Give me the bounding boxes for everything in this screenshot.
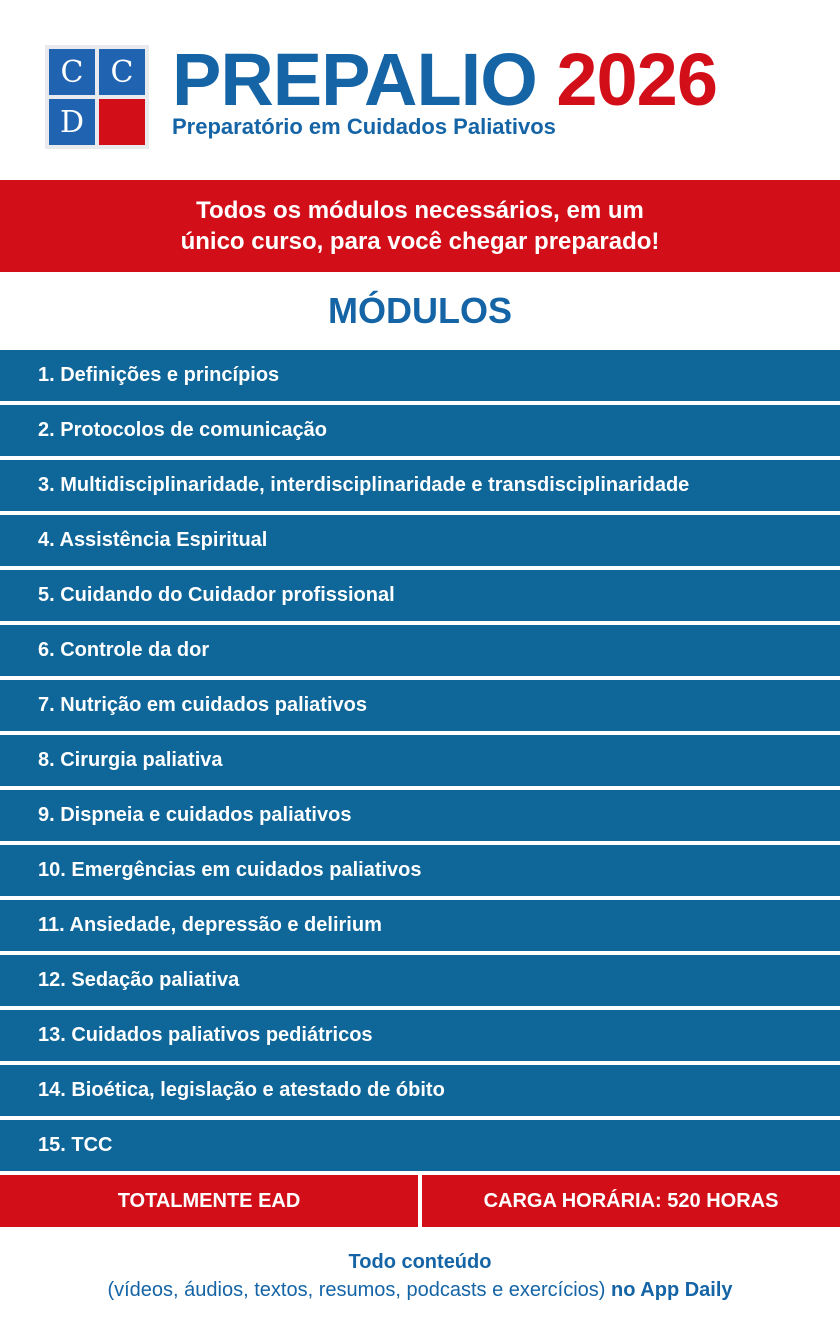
logo-letter-c2: C <box>99 49 145 95</box>
module-item: 8. Cirurgia paliativa <box>0 735 840 786</box>
section-title: MÓDULOS <box>328 290 512 331</box>
title-main: PREPALIO <box>172 38 537 121</box>
module-item: 5. Cuidando do Cuidador profissional <box>0 570 840 621</box>
page-subtitle: Preparatório em Cuidados Paliativos <box>172 114 556 139</box>
module-item: 2. Protocolos de comunicação <box>0 405 840 456</box>
ead-badge: TOTALMENTE EAD <box>0 1175 418 1227</box>
module-item: 11. Ansiedade, depressão e delirium <box>0 900 840 951</box>
info-bar <box>0 1175 840 1227</box>
module-item: 10. Emergências em cuidados paliativos <box>0 845 840 896</box>
logo-letter-d: D <box>49 99 95 145</box>
header <box>0 0 840 180</box>
logo-letter-c1: C <box>49 49 95 95</box>
module-item: 7. Nutrição em cuidados paliativos <box>0 680 840 731</box>
title-year: 2026 <box>556 38 717 121</box>
banner-line-2: único curso, para você chegar preparado! <box>180 228 660 255</box>
footer-line-2 <box>0 1276 840 1304</box>
footer-note <box>0 1248 840 1304</box>
banner-line-1: Todos os módulos necessários, em um <box>196 197 644 224</box>
module-item: 13. Cuidados paliativos pediátricos <box>0 1010 840 1061</box>
logo-red-square <box>99 99 145 145</box>
workload-badge: CARGA HORÁRIA: 520 HORAS <box>422 1175 840 1227</box>
module-item: 1. Definições e princípios <box>0 350 840 401</box>
page-title <box>172 40 717 120</box>
footer-line-2-regular: (vídeos, áudios, textos, resumos, podcasts e exercícios) <box>107 1279 606 1301</box>
module-item: 3. Multidisciplinaridade, interdisciplinaridade e transdisciplinaridade <box>0 460 840 511</box>
footer-line-2-bold: no App Daily <box>611 1279 733 1301</box>
module-list <box>0 350 840 1175</box>
footer-line-1: Todo conteúdo <box>348 1251 492 1273</box>
module-item: 6. Controle da dor <box>0 625 840 676</box>
module-item: 4. Assistência Espiritual <box>0 515 840 566</box>
module-item: 9. Dispneia e cuidados paliativos <box>0 790 840 841</box>
title-block <box>172 40 717 140</box>
module-item: 15. TCC <box>0 1120 840 1171</box>
ccd-logo <box>45 45 149 149</box>
red-banner <box>0 180 840 272</box>
module-item: 14. Bioética, legislação e atestado de óbito <box>0 1065 840 1116</box>
module-item: 12. Sedação paliativa <box>0 955 840 1006</box>
